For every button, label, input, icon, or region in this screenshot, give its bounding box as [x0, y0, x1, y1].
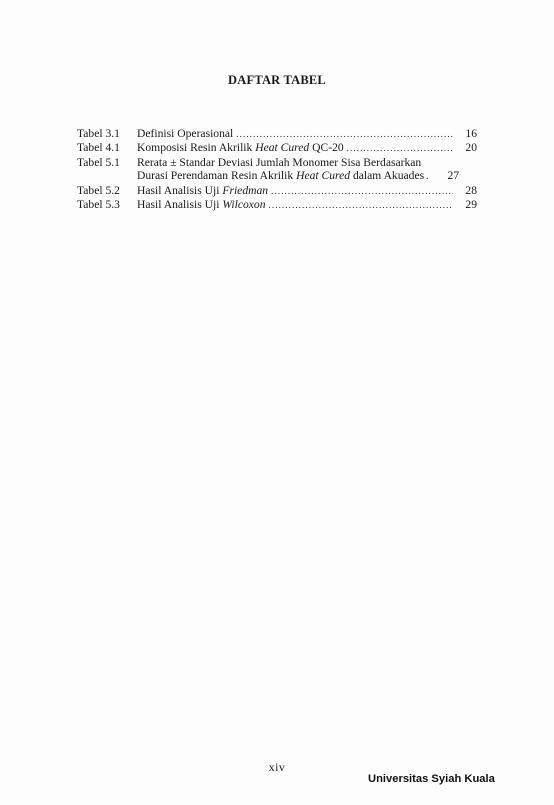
table-number: Tabel 4.1 [77, 141, 120, 155]
table-caption-line-1: Rerata ± Standar Deviasi Jumlah Monomer Sisa Berdasarkan [137, 155, 422, 169]
institution-name: Universitas Syiah Kuala [368, 773, 495, 785]
table-number: Tabel 3.1 [77, 127, 120, 140]
list-item [77, 198, 477, 212]
page-reference: 20 [465, 141, 477, 155]
table-caption: Definisi Operasional [137, 127, 234, 140]
page-number: xiv [268, 760, 286, 774]
table-number: Tabel 5.1 [77, 155, 120, 169]
page-reference: 27 [447, 169, 460, 183]
list-item [77, 156, 477, 184]
table-number: Tabel 5.2 [77, 183, 120, 197]
dot-leader [271, 185, 453, 198]
dot-leader [426, 170, 434, 183]
page-title: DAFTAR TABEL [228, 73, 326, 87]
list-item [77, 141, 477, 155]
page-reference: 28 [465, 183, 477, 197]
table-caption: Komposisi Resin Akrilik Heat Cured QC-20 [137, 141, 344, 155]
list-item [77, 127, 477, 141]
dot-leader [236, 128, 453, 141]
table-list [77, 127, 477, 212]
page-reference: 29 [465, 198, 477, 212]
table-caption: Hasil Analisis Uji Wilcoxon [137, 198, 266, 212]
dot-leader [269, 199, 453, 212]
page-reference: 16 [465, 127, 477, 140]
table-caption-line-2: Durasi Perendaman Resin Akrilik Heat Cured dalam Akuades [137, 169, 425, 183]
list-item [77, 184, 477, 198]
dot-leader [347, 142, 453, 155]
table-caption: Hasil Analisis Uji Friedman [137, 183, 269, 197]
table-number: Tabel 5.3 [77, 198, 120, 212]
